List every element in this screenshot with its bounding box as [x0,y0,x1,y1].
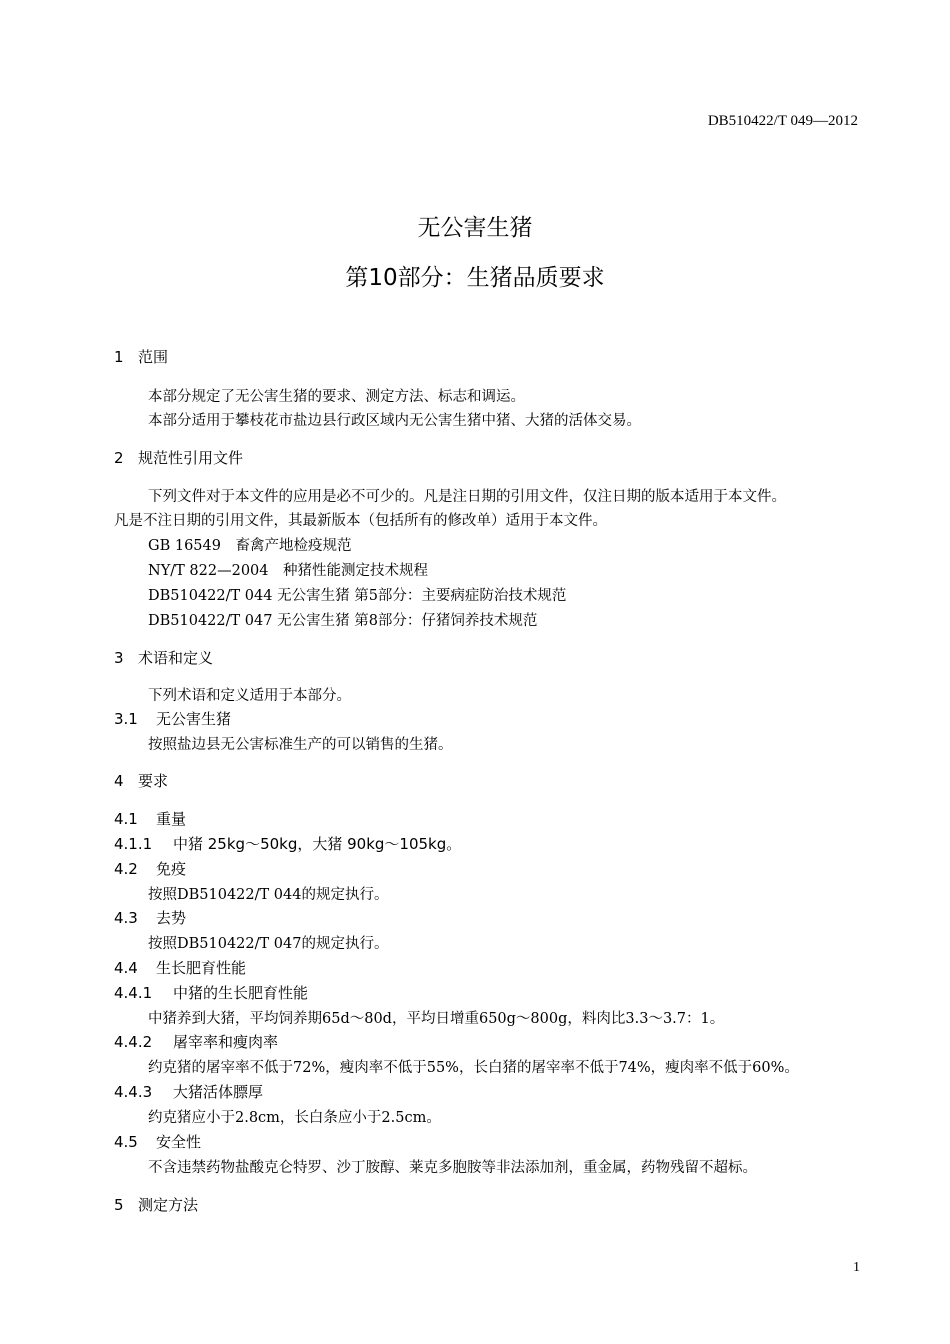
section-5-heading [114,1194,198,1215]
section-title: 大猪活体膘厚 [173,1083,264,1101]
document-subtitle: 第10部分：生猪品质要求 [345,265,605,291]
standard-code: DB510422/T 049—2012 [707,113,858,129]
section-title: 术语和定义 [138,649,214,667]
section-title: 要求 [138,772,169,790]
reference-item: NY/T 822—2004 种猪性能测定技术规程 [148,563,429,579]
document-title: 无公害生猪 [417,215,533,241]
section-1-heading [114,346,168,367]
subsection-4-4-2-heading [114,1031,278,1052]
section-number: 4.4.3 [114,1083,153,1101]
section-number: 4.4 [114,959,138,977]
paragraph: 约克猪应小于2.8cm，长白条应小于2.5cm。 [148,1110,441,1126]
section-title: 测定方法 [138,1196,199,1214]
subsection-4-3-heading [114,907,186,928]
section-title: 生长肥育性能 [156,959,247,977]
section-2-heading [114,447,243,468]
section-title: 范围 [138,348,169,366]
paragraph: 凡是不注日期的引用文件，其最新版本（包括所有的修改单）适用于本文件。 [114,513,607,529]
paragraph: 本部分规定了无公害生猪的要求、测定方法、标志和调运。 [148,389,525,405]
paragraph: 下列术语和定义适用于本部分。 [148,688,351,704]
section-number: 3.1 [114,710,138,728]
section-title: 免疫 [156,860,187,878]
section-title: 中猪的生长肥育性能 [173,984,309,1002]
section-number: 4.4.2 [114,1033,153,1051]
subsection-4-4-3-heading [114,1081,263,1102]
subsection-3-1-heading [114,708,231,729]
section-title: 无公害生猪 [156,710,232,728]
paragraph: 下列文件对于本文件的应用是必不可少的。凡是注日期的引用文件，仅注日期的版本适用于本文件。 [148,489,786,505]
subsection-4-4-1-heading [114,982,308,1003]
subsection-4-1-heading [114,808,186,829]
section-title: 去势 [156,909,187,927]
section-number: 4.1 [114,810,138,828]
section-title: 屠宰率和瘦肉率 [173,1033,279,1051]
paragraph: 本部分适用于攀枝花市盐边县行政区域内无公害生猪中猪、大猪的活体交易。 [148,413,641,429]
paragraph: 按照DB510422/T 047的规定执行。 [148,936,389,952]
subsection-4-2-heading [114,858,186,879]
subsection-4-4-heading [114,957,246,978]
section-number: 2 [114,449,124,467]
section-number: 4.4.1 [114,984,153,1002]
section-number: 4 [114,772,124,790]
section-3-heading [114,647,213,668]
paragraph: 约克猪的屠宰率不低于72%，瘦肉率不低于55%，长白猪的屠宰率不低于74%，瘦肉率不低于60%。 [148,1060,799,1076]
section-number: 3 [114,649,124,667]
subsection-4-1-1 [114,833,461,854]
subsection-4-5-heading [114,1131,201,1152]
paragraph: 中猪养到大猪，平均饲养期65d～80d，平均日增重650g～800g，料肉比3.3～3.7：1。 [148,1011,725,1027]
paragraph: 按照盐边县无公害标准生产的可以销售的生猪。 [148,737,453,753]
section-4-heading [114,770,168,791]
section-number: 5 [114,1196,124,1214]
section-title: 重量 [156,810,187,828]
page-number: 1 [853,1260,860,1275]
section-number: 4.2 [114,860,138,878]
section-title: 安全性 [156,1133,202,1151]
section-number: 1 [114,348,124,366]
section-title: 规范性引用文件 [138,449,244,467]
reference-item: DB510422/T 044 无公害生猪 第5部分：主要病症防治技术规范 [148,588,567,604]
section-number: 4.3 [114,909,138,927]
section-number: 4.1.1 [114,835,153,853]
reference-item: GB 16549 畜禽产地检疫规范 [148,538,352,554]
section-text: 中猪 25kg～50kg，大猪 90kg～105kg。 [173,835,462,853]
paragraph: 不含违禁药物盐酸克仑特罗、沙丁胺醇、莱克多胞胺等非法添加剂，重金属，药物残留不超标。 [148,1160,757,1176]
reference-item: DB510422/T 047 无公害生猪 第8部分：仔猪饲养技术规范 [148,613,538,629]
section-number: 4.5 [114,1133,138,1151]
paragraph: 按照DB510422/T 044的规定执行。 [148,887,389,903]
